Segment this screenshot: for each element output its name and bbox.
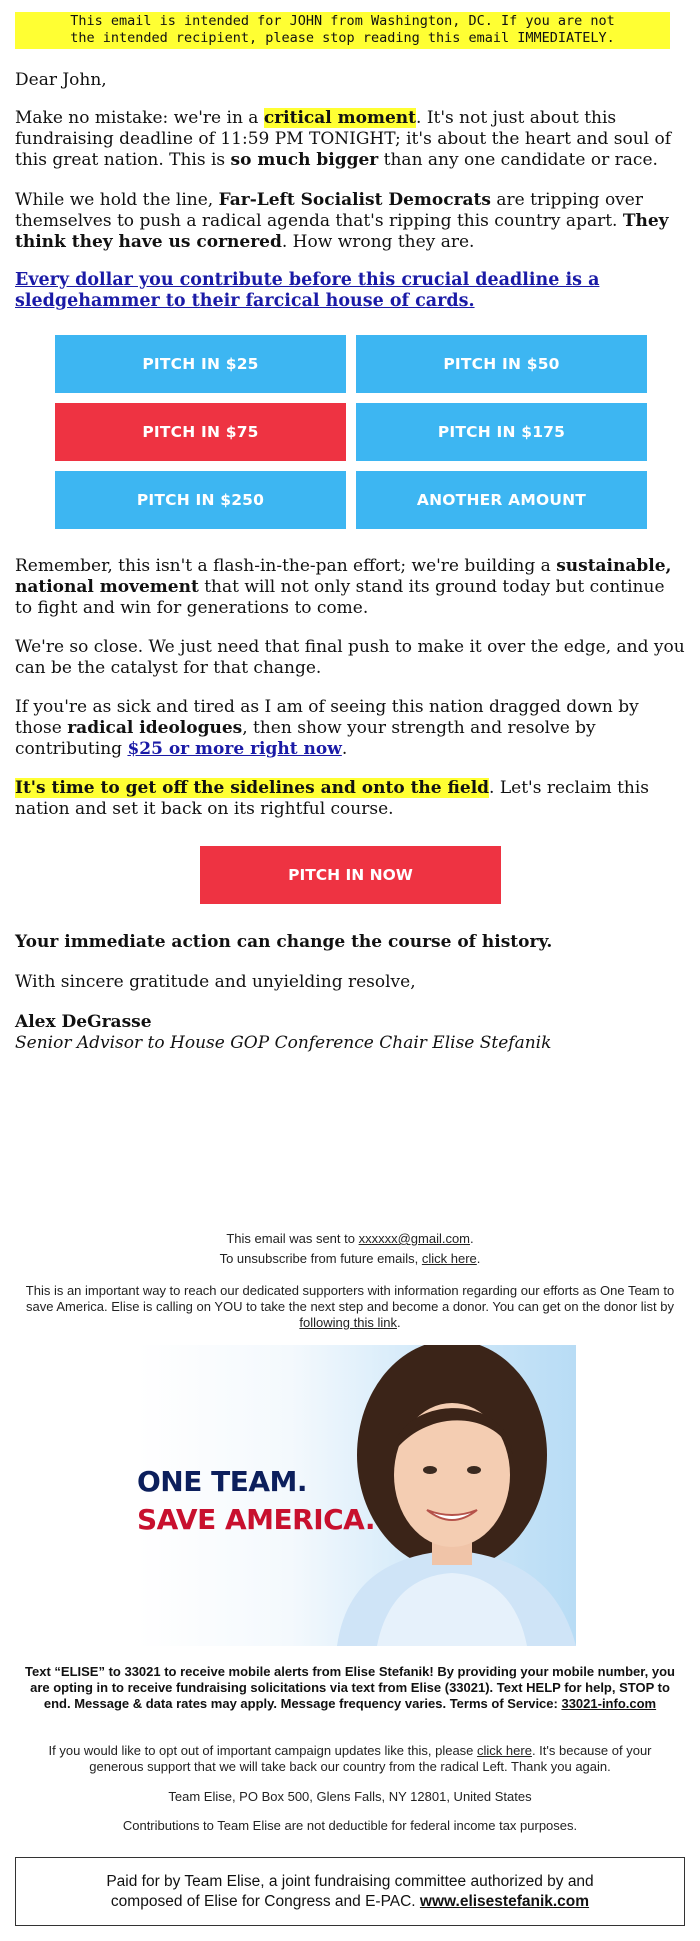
- recipient-notice: [15, 12, 670, 49]
- highlight-critical-moment: critical moment: [263, 108, 417, 128]
- pitch-in-250-button[interactable]: PITCH IN $250: [55, 471, 346, 529]
- text-segment: .: [396, 1315, 401, 1330]
- text-segment: Remember, this isn't a flash-in-the-pan effort; we're building a: [15, 556, 557, 576]
- portrait-illustration: [317, 1345, 576, 1646]
- sent-to-line: [20, 1231, 680, 1247]
- text-segment: Paid for by Team Elise, a joint fundraising committee authorized by and composed of Elise for Congress and E-PAC.: [106, 1872, 594, 1910]
- highlight-sidelines: It's time to get off the sidelines and onto the field: [15, 778, 490, 798]
- paid-for-disclaimer-box: [15, 1857, 685, 1926]
- greeting: Dear John,: [15, 70, 107, 90]
- text-segment: . It's not just about this fundraising deadline of 11:59 PM TONIGHT; it's about the heart and soul of this great nation. This is: [15, 108, 672, 170]
- paragraph-sidelines: [15, 778, 685, 820]
- paragraph-movement: [15, 556, 685, 619]
- tax-disclaimer: Contributions to Team Elise are not deductible for federal income tax purposes.: [122, 1818, 578, 1833]
- paid-for-text: [70, 1872, 630, 1912]
- pitch-in-50-button[interactable]: PITCH IN $50: [356, 335, 647, 393]
- bold-so-much-bigger: so much bigger: [230, 150, 379, 170]
- text-segment: .: [476, 1251, 481, 1266]
- text-segment: To unsubscribe from future emails,: [219, 1251, 422, 1266]
- paragraph-hold-the-line: [15, 190, 685, 253]
- text-segment: than any one candidate or race.: [378, 150, 658, 170]
- paragraph-so-close: We're so close. We just need that final push to make it over the edge, and you can be the catalyst for that change.: [15, 637, 685, 678]
- banner-line-one-team: ONE TEAM.: [137, 1465, 308, 1498]
- pitch-in-25-button[interactable]: PITCH IN $25: [55, 335, 346, 393]
- signoff: With sincere gratitude and unyielding resolve,: [15, 972, 416, 992]
- recipient-notice-line1: This email is intended for JOHN from Washington, DC. If you are not: [70, 13, 615, 29]
- signer-title: Senior Advisor to House GOP Conference Chair Elise Stefanik: [15, 1033, 552, 1053]
- pitch-in-now-button[interactable]: PITCH IN NOW: [200, 846, 501, 904]
- recipient-email-link[interactable]: xxxxxx@gmail.com: [358, 1231, 471, 1246]
- contribute-25-link[interactable]: $25 or more right now: [127, 739, 342, 759]
- bold-they-think: They think they have us cornered: [15, 211, 669, 252]
- mailing-address: Team Elise, PO Box 500, Glens Falls, NY 12801, United States: [168, 1789, 532, 1804]
- text-segment: While we hold the line,: [15, 190, 219, 210]
- donor-list-link[interactable]: following this link: [299, 1315, 397, 1330]
- paragraph-sick-and-tired: [15, 697, 685, 760]
- recipient-notice-line2: the intended recipient, please stop reading this email IMMEDIATELY.: [70, 30, 615, 46]
- donor-list-paragraph: [20, 1283, 680, 1331]
- text-segment: . It's because of your generous support that we will take back our country from the radical Left. Thank you again.: [89, 1743, 652, 1774]
- text-segment: .: [470, 1231, 474, 1246]
- text-segment: , then show your strength and resolve by contributing: [15, 718, 596, 759]
- text-segment: Make no mistake: we're in a: [15, 108, 264, 128]
- text-segment: This is an important way to reach our dedicated supporters with information regarding our efforts as One Team to save America. Elise is calling on YOU to take the next step and become a donor. You can get on the donor list by: [25, 1283, 675, 1314]
- text-segment: Text “ELISE” to 33021 to receive mobile alerts from Elise Stefanik! By providing your mobile number, you are opting in to receive fundraising solicitations via text from Elise (33021). Text HELP for help, STOP to end. Message & data rates may apply. Message frequency varies. Terms of Service:: [25, 1664, 675, 1711]
- donate-lead-link[interactable]: Every dollar you contribute before this crucial deadline is a sledgehammer to their farcical house of cards.: [15, 270, 600, 311]
- closing-statement: Your immediate action can change the course of history.: [15, 932, 553, 952]
- one-team-banner: [137, 1345, 576, 1646]
- unsubscribe-link[interactable]: click here: [421, 1251, 477, 1266]
- text-segment: This email was sent to: [226, 1231, 359, 1246]
- another-amount-button[interactable]: ANOTHER AMOUNT: [356, 471, 647, 529]
- text-segment: are tripping over themselves to push a radical agenda that's ripping this country apart.: [15, 190, 643, 231]
- unsubscribe-line: [20, 1251, 680, 1267]
- optout-link[interactable]: click here: [477, 1743, 532, 1758]
- text-segment: If you would like to opt out of important campaign updates like this, please: [48, 1743, 478, 1758]
- pitch-in-175-button[interactable]: PITCH IN $175: [356, 403, 647, 461]
- optout-paragraph: [20, 1743, 680, 1775]
- text-segment: If you're as sick and tired as I am of seeing this nation dragged down by those: [15, 697, 639, 738]
- banner-line-save-america: SAVE AMERICA.: [137, 1503, 375, 1536]
- bold-sustainable-movement: sustainable, national movement: [15, 556, 672, 597]
- bold-radical-ideologues: radical ideologues: [67, 718, 243, 738]
- paragraph-critical-moment: [15, 108, 685, 171]
- text-segment: that will not only stand its ground today but continue to fight and win for generations to come.: [15, 577, 665, 618]
- signer-name: Alex DeGrasse: [15, 1012, 152, 1032]
- text-segment: . Let's reclaim this nation and set it back on its rightful course.: [15, 778, 650, 819]
- pitch-in-75-button[interactable]: PITCH IN $75: [55, 403, 346, 461]
- text-segment: .: [341, 739, 348, 759]
- sms-terms-link[interactable]: 33021-info.com: [561, 1696, 657, 1711]
- text-segment: . How wrong they are.: [281, 232, 475, 252]
- sms-disclaimer: [20, 1664, 680, 1712]
- campaign-website-link[interactable]: www.elisestefanik.com: [419, 1892, 590, 1910]
- bold-far-left: Far-Left Socialist Democrats: [218, 190, 491, 210]
